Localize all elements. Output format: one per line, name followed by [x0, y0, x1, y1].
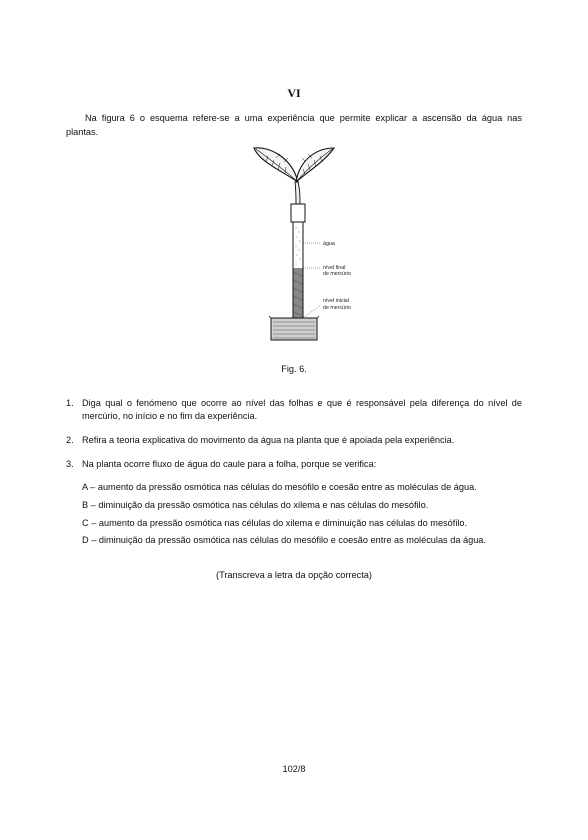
plant-experiment-figure: [240, 140, 390, 350]
question-number: 2.: [66, 435, 74, 445]
option-c: C – aumento da pressão osmótica nas células do xilema e diminuição nas células do mesófilo.: [82, 517, 468, 528]
section-title: VI: [287, 86, 301, 100]
intro-paragraph: Na figura 6 o esquema refere-se a uma experiência que permite explicar a ascensão da água nas plantas.: [66, 113, 522, 137]
question-text: Na planta ocorre fluxo de água do caule para a folha, porque se verifica:: [82, 459, 377, 469]
question-text: Diga qual o fenómeno que ocorre ao nível das folhas e que é responsável pela diferença do nível de mercúrio, no início e no fim da experiência.: [82, 398, 522, 421]
question-list: [66, 397, 522, 482]
option-d: D – diminuição da pressão osmótica nas células do mesófilo e coesão entre as moléculas da água.: [82, 535, 486, 546]
label-nivel-final-2: de mercúrio: [323, 271, 351, 277]
answer-options: [82, 481, 532, 552]
tube-connector: [291, 204, 305, 222]
question-text: Refira a teoria explicativa do movimento da água na planta que é apoiada pela experiência.: [82, 435, 455, 445]
stem: [295, 182, 300, 204]
instruction-text: (Transcreva a letra da opção correcta): [216, 570, 372, 580]
question-item: [66, 434, 522, 447]
question-number: 3.: [66, 459, 74, 469]
label-agua: água: [323, 241, 335, 247]
label-nivel-final-1: nível final: [323, 265, 346, 271]
question-number: 1.: [66, 398, 74, 408]
left-leaf: [254, 148, 298, 182]
right-leaf: [296, 148, 334, 182]
option-a: A – aumento da pressão osmótica nas células do mesófilo e coesão entre as moléculas de água.: [82, 482, 477, 492]
mercury-column: [294, 268, 303, 323]
question-item: [66, 458, 522, 471]
label-nivel-inicial-2: de mercúrio: [323, 305, 351, 311]
mercury-beaker: [269, 316, 319, 340]
question-item: [66, 397, 522, 423]
label-nivel-inicial-1: nível inicial: [323, 298, 349, 304]
figure-caption: Fig. 6.: [281, 364, 307, 374]
page-number: 102/8: [282, 764, 306, 774]
option-b: B – diminuição da pressão osmótica nas células do xilema e nas células do mesófilo.: [82, 499, 429, 510]
